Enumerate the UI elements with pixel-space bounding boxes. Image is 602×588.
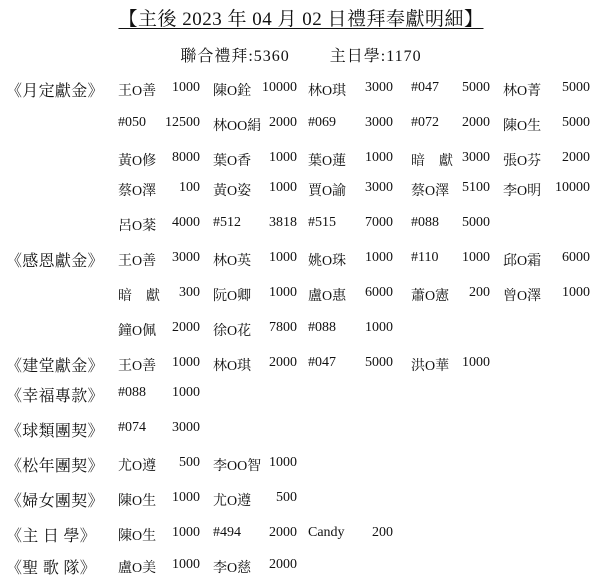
donation-amount: 1000 — [172, 385, 200, 400]
donation-amount: 3000 — [365, 115, 393, 130]
donor-name: #088 — [118, 385, 146, 400]
donation-amount: 500 — [276, 490, 297, 505]
donation-amount: 2000 — [269, 115, 297, 130]
donor-name: 蔡O澤 — [118, 184, 157, 199]
donation-amount: 7800 — [269, 320, 297, 335]
donor-name: 黃O修 — [118, 154, 157, 169]
donor-name: 林O琪 — [213, 359, 252, 374]
page-title — [0, 4, 602, 31]
donor-name: 盧O惠 — [308, 289, 347, 304]
section-category: 《主 日 學》 — [6, 528, 97, 545]
offering-row — [0, 150, 602, 170]
donor-name: 徐O花 — [213, 324, 252, 339]
donation-amount: 6000 — [562, 250, 590, 265]
donor-name: 陳O生 — [118, 494, 157, 509]
donation-amount: 2000 — [562, 150, 590, 165]
donor-name: 邱O霜 — [503, 254, 542, 269]
offering-row — [0, 215, 602, 235]
section-category: 《球類團契》 — [6, 423, 104, 440]
donation-amount: 1000 — [365, 320, 393, 335]
donor-name: 林O菁 — [503, 84, 542, 99]
donation-amount: 1000 — [269, 455, 297, 470]
offering-row — [0, 320, 602, 340]
donor-name: 林O琪 — [308, 84, 347, 99]
donation-amount: 3000 — [462, 150, 490, 165]
donation-amount: 1000 — [562, 285, 590, 300]
donation-amount: 1000 — [365, 250, 393, 265]
donation-amount: 3000 — [172, 420, 200, 435]
donation-amount: 2000 — [172, 320, 200, 335]
donor-name: 蔡O澤 — [411, 184, 450, 199]
donation-amount: 3818 — [269, 215, 297, 230]
donation-amount: 1000 — [269, 180, 297, 195]
donation-amount: 1000 — [365, 150, 393, 165]
donor-name: 陳O生 — [118, 529, 157, 544]
offering-row — [0, 490, 602, 510]
donation-amount: 1000 — [172, 80, 200, 95]
donation-amount: 10000 — [555, 180, 590, 195]
donor-name: 林OO絹 — [213, 119, 262, 134]
donor-name: 林O英 — [213, 254, 252, 269]
sunday-school-count: 主日學:1170 — [329, 48, 422, 65]
donor-name: #088 — [308, 320, 336, 335]
donor-name: 暗 獻 — [118, 289, 160, 304]
donor-name: 王O善 — [118, 254, 157, 269]
donor-name: 阮O卿 — [213, 289, 252, 304]
donor-name: 李OO智 — [213, 459, 262, 474]
donor-name: #515 — [308, 215, 336, 230]
donor-name: 陳O生 — [503, 119, 542, 134]
donation-amount: 7000 — [365, 215, 393, 230]
donation-amount: 5000 — [365, 355, 393, 370]
donation-amount: 500 — [179, 455, 200, 470]
donor-name: 賈O諭 — [308, 184, 347, 199]
donor-name: 盧O美 — [118, 561, 157, 576]
offering-row — [0, 355, 602, 375]
section-category: 《感恩獻金》 — [6, 253, 104, 270]
donor-name: #047 — [308, 355, 336, 370]
donor-name: #074 — [118, 420, 146, 435]
donation-amount: 2000 — [462, 115, 490, 130]
donation-amount: 2000 — [269, 355, 297, 370]
joint-worship-count: 聯合禮拜:5360 — [180, 48, 290, 65]
donor-name: 洪O華 — [411, 359, 450, 374]
donor-name: 黃O姿 — [213, 184, 252, 199]
donation-amount: 4000 — [172, 215, 200, 230]
donation-amount: 1000 — [462, 355, 490, 370]
donation-amount: 8000 — [172, 150, 200, 165]
section-category: 《月定獻金》 — [6, 83, 104, 100]
donation-amount: 100 — [179, 180, 200, 195]
donor-name: 李O明 — [503, 184, 542, 199]
offering-row — [0, 420, 602, 440]
donor-name: 尤O遵 — [118, 459, 157, 474]
donation-amount: 3000 — [365, 180, 393, 195]
donor-name: #047 — [411, 80, 439, 95]
offering-row — [0, 285, 602, 305]
section-category: 《婦女團契》 — [6, 493, 104, 510]
donor-name: 呂O棻 — [118, 219, 157, 234]
donation-amount: 1000 — [172, 355, 200, 370]
offering-row — [0, 115, 602, 135]
offering-row — [0, 455, 602, 475]
donation-amount: 12500 — [165, 115, 200, 130]
donor-name: 曾O澤 — [503, 289, 542, 304]
donor-name: 陳O銓 — [213, 84, 252, 99]
donor-name: #110 — [411, 250, 439, 265]
donor-name: 蕭O憲 — [411, 289, 450, 304]
donor-name: 李O慈 — [213, 561, 252, 576]
title-text: 【主後 2023 年 04 月 02 日禮拜奉獻明細】 — [118, 9, 484, 30]
donation-amount: 200 — [372, 525, 393, 540]
donation-amount: 1000 — [269, 150, 297, 165]
section-category: 《建堂獻金》 — [6, 358, 104, 375]
donation-amount: 2000 — [269, 525, 297, 540]
attendance-summary — [0, 43, 602, 66]
section-category: 《幸福專款》 — [6, 388, 104, 405]
donor-name: 暗 獻 — [411, 154, 453, 169]
donor-name: #050 — [118, 115, 146, 130]
donor-name: #072 — [411, 115, 439, 130]
donation-amount: 200 — [469, 285, 490, 300]
donation-amount: 1000 — [269, 250, 297, 265]
donation-amount: 5000 — [562, 115, 590, 130]
donor-name: #069 — [308, 115, 336, 130]
donor-name: 王O善 — [118, 359, 157, 374]
offering-row — [0, 180, 602, 200]
donor-name: 葉O香 — [213, 154, 252, 169]
donor-name: #088 — [411, 215, 439, 230]
offering-row — [0, 385, 602, 405]
donor-name: 王O善 — [118, 84, 157, 99]
donation-amount: 5000 — [562, 80, 590, 95]
donation-amount: 3000 — [365, 80, 393, 95]
donor-name: #512 — [213, 215, 241, 230]
section-category: 《聖 歌 隊》 — [6, 560, 97, 577]
offering-row — [0, 80, 602, 100]
donation-amount: 3000 — [172, 250, 200, 265]
offering-row — [0, 557, 602, 577]
donor-name: 姚O珠 — [308, 254, 347, 269]
donor-name: #494 — [213, 525, 241, 540]
donor-name: 葉O蓮 — [308, 154, 347, 169]
donation-amount: 2000 — [269, 557, 297, 572]
donor-name: 鐘O佩 — [118, 324, 157, 339]
donation-amount: 10000 — [262, 80, 297, 95]
donation-amount: 300 — [179, 285, 200, 300]
donation-amount: 1000 — [462, 250, 490, 265]
donation-amount: 1000 — [172, 490, 200, 505]
donation-amount: 1000 — [172, 525, 200, 540]
donation-amount: 5000 — [462, 80, 490, 95]
donation-amount: 1000 — [172, 557, 200, 572]
offering-row — [0, 525, 602, 545]
donation-amount: 5000 — [462, 215, 490, 230]
section-category: 《松年團契》 — [6, 458, 104, 475]
donation-amount: 6000 — [365, 285, 393, 300]
donor-name: Candy — [308, 525, 345, 540]
donation-amount: 5100 — [462, 180, 490, 195]
donor-name: 張O芬 — [503, 154, 542, 169]
offering-row — [0, 250, 602, 270]
donation-amount: 1000 — [269, 285, 297, 300]
donor-name: 尤O遵 — [213, 494, 252, 509]
